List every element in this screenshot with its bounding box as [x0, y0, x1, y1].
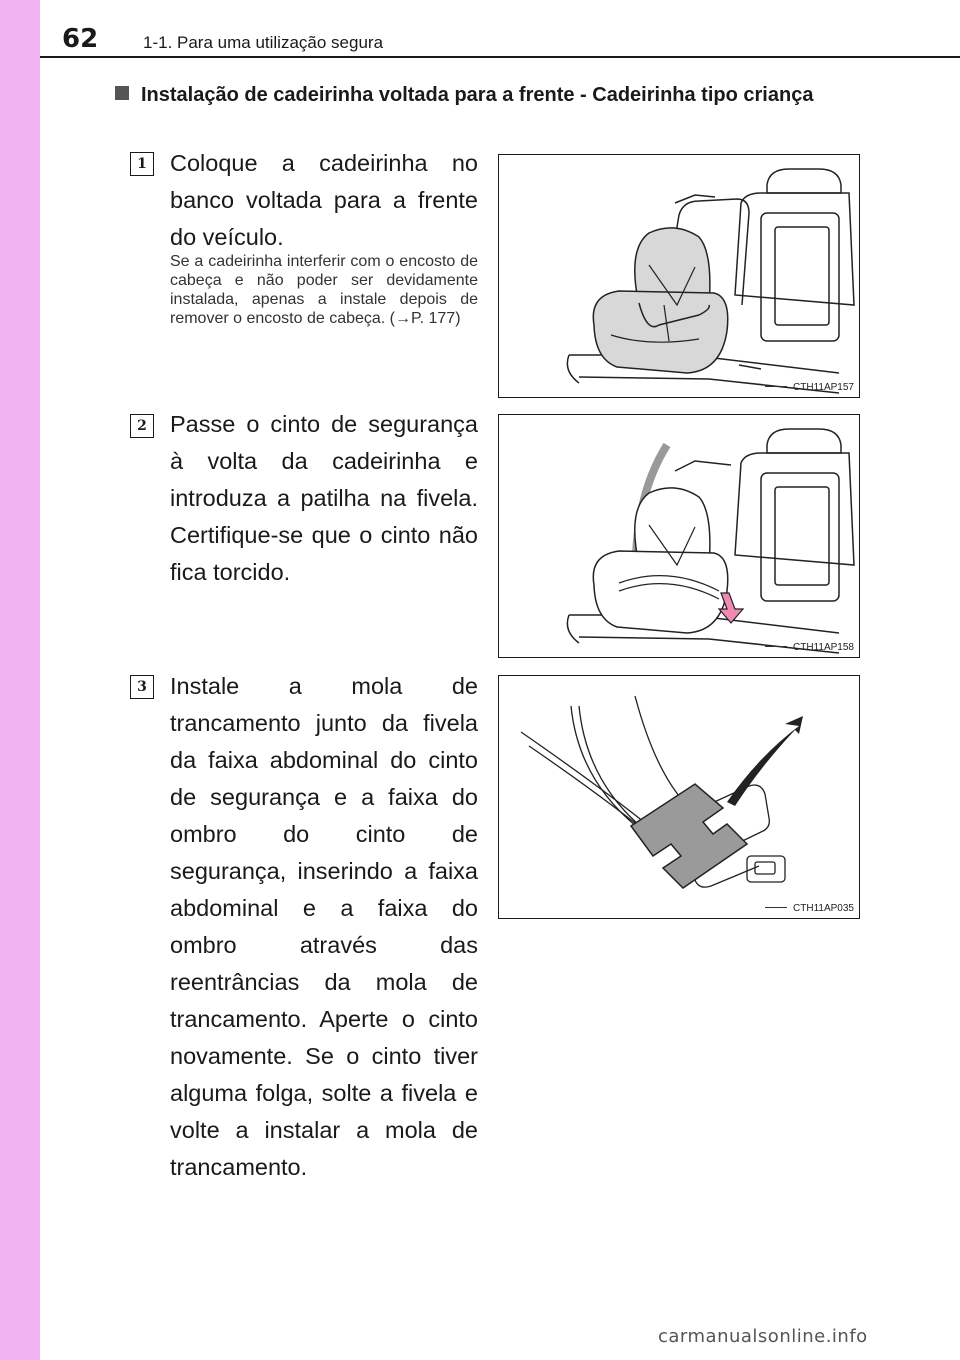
figure-code-3: CTH11AP035: [793, 903, 854, 914]
code-leader-line: [765, 907, 787, 908]
figure-seat-belt-routing: [498, 414, 860, 658]
step-note-1: Se a cadeirinha interferir com o encosto de cabeça e não poder ser devidamente instalada, apenas a instale depois de remover o encosto de cabeça. (→P. 177): [170, 253, 478, 327]
code-leader-line: [765, 646, 787, 647]
step-number-3: 3: [130, 675, 154, 699]
seat-belt-illustration: [499, 415, 859, 657]
step-text-2: Passe o cinto de segurança à volta da cadeirinha e introduza a patilha na fivela. Certifique-se que o cinto não fica torcido.: [170, 411, 478, 585]
code-leader-line: [765, 386, 787, 387]
side-tab: [0, 0, 40, 1360]
chapter-title: 1-1. Para uma utilização segura: [143, 33, 384, 52]
step-text-3: Instale a mola de trancamento junto da fivela da faixa abdominal do cinto de segurança e a faixa do ombro do cinto de segurança, inserindo a faixa abdominal e a faixa do ombro através das reentrâncias da mola de trancamento. Aperte o cinto novamente. Se o cinto tiver alguma folga, solte a fivela e volte a instalar a mola de trancamento.: [170, 673, 478, 1180]
figure-locking-clip: [498, 675, 860, 919]
step-number-2: 2: [130, 414, 154, 438]
section-title: Instalação de cadeirinha voltada para a frente - Cadeirinha tipo criança: [141, 84, 814, 106]
watermark: carmanualsonline.info: [658, 1326, 868, 1347]
square-bullet-icon: [115, 86, 129, 100]
child-seat-illustration: [499, 155, 859, 397]
header-rule: [40, 56, 960, 58]
step-number-1: 1: [130, 152, 154, 176]
figure-child-seat-placement: [498, 154, 860, 398]
figure-code-1: CTH11AP157: [793, 382, 854, 393]
section-heading: [115, 80, 875, 110]
figure-code-2: CTH11AP158: [793, 642, 854, 653]
step-text-1: Coloque a cadeirinha no banco voltada para a frente do veículo.: [170, 150, 478, 250]
page-number: 62: [62, 24, 99, 54]
locking-clip-illustration: [499, 676, 859, 918]
